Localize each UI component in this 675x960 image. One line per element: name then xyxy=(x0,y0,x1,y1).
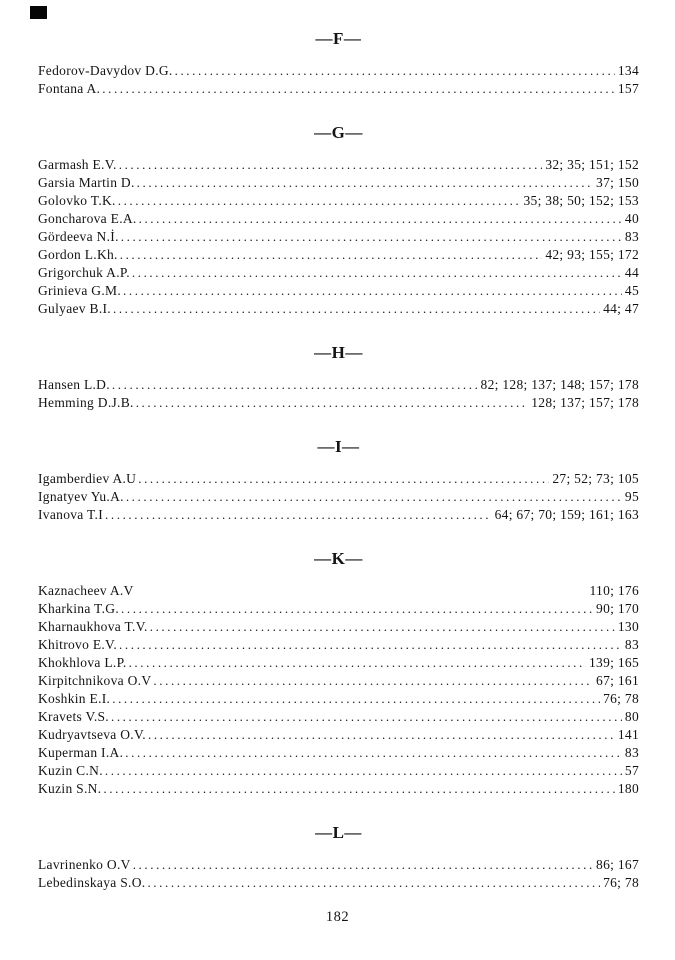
entry-pages: 83 xyxy=(624,745,639,760)
dot-leader xyxy=(105,762,622,780)
entry-pages: 90; 170 xyxy=(596,601,639,616)
entry-pages: 139; 165 xyxy=(588,655,639,670)
index-section xyxy=(38,124,639,318)
index-entry xyxy=(38,618,639,636)
entry-name: Kirpitchnikova O.V xyxy=(38,673,152,688)
section-letter-heading: —K— xyxy=(314,549,363,568)
entry-pages: 67; 161 xyxy=(596,673,639,688)
entry-name: Kharkina T.G. xyxy=(38,601,120,616)
entry-pages: 82; 128; 137; 148; 157; 178 xyxy=(480,377,639,392)
dot-leader xyxy=(105,506,492,524)
entry-name: Grinieva G.M. xyxy=(38,283,122,298)
entry-pages: 83 xyxy=(624,637,639,652)
entry-name: Hemming D.J.B. xyxy=(38,395,134,410)
entry-name: Gordon L.Kh. xyxy=(38,247,118,262)
entry-pages: 44; 47 xyxy=(603,301,639,316)
entry-pages: 134 xyxy=(617,63,639,78)
index-entry xyxy=(38,690,639,708)
entry-pages: 76; 78 xyxy=(603,875,639,890)
dot-leader xyxy=(138,470,549,488)
index-entry xyxy=(38,192,639,210)
entry-pages: 32; 35; 151; 152 xyxy=(545,157,639,172)
entry-pages: 64; 67; 70; 159; 161; 163 xyxy=(494,507,639,522)
dot-leader xyxy=(123,282,622,300)
dot-leader xyxy=(103,780,614,798)
dot-leader xyxy=(112,376,478,394)
section-letter-heading: —L— xyxy=(315,823,362,842)
dot-leader xyxy=(175,62,615,80)
entry-name: Kuzin C.N. xyxy=(38,763,103,778)
dot-leader xyxy=(137,174,593,192)
entry-name: Ivanova T.I xyxy=(38,507,104,522)
entry-list xyxy=(38,470,639,524)
index-section xyxy=(38,30,639,98)
entry-pages: 40 xyxy=(624,211,639,226)
index-section xyxy=(38,344,639,412)
entry-pages: 83 xyxy=(624,229,639,244)
entry-list xyxy=(38,582,639,798)
index-entry xyxy=(38,228,639,246)
entry-name: Garmash E.V. xyxy=(38,157,117,172)
entry-list xyxy=(38,376,639,412)
index-entry xyxy=(38,174,639,192)
index-entry xyxy=(38,582,639,600)
dot-leader xyxy=(121,600,593,618)
index-entry xyxy=(38,210,639,228)
entry-pages: 57 xyxy=(624,763,639,778)
entry-name: Grigorchuk A.P. xyxy=(38,265,130,280)
index-entry xyxy=(38,488,639,506)
entry-name: Koshkin E.I. xyxy=(38,691,111,706)
index-section xyxy=(38,550,639,798)
section-letter-heading: —F— xyxy=(315,29,362,48)
entry-pages: 157 xyxy=(617,81,639,96)
dot-leader xyxy=(111,708,622,726)
entry-name: Hansen L.D. xyxy=(38,377,110,392)
entry-pages: 130 xyxy=(617,619,639,634)
dot-leader xyxy=(118,192,521,210)
entry-name: Khokhlova L.P. xyxy=(38,655,127,670)
index-entry xyxy=(38,744,639,762)
entry-pages: 35; 38; 50; 152; 153 xyxy=(523,193,639,208)
entry-name: Gulyaev B.I. xyxy=(38,301,111,316)
dot-leader xyxy=(139,210,622,228)
page-number: 182 xyxy=(325,909,350,925)
index-entry xyxy=(38,394,639,412)
entry-list xyxy=(38,156,639,318)
entry-pages: 110; 176 xyxy=(589,583,639,598)
index-entry xyxy=(38,264,639,282)
index-entry xyxy=(38,856,639,874)
entry-pages: 95 xyxy=(624,489,639,504)
entry-name: Kaznacheev A.V xyxy=(38,583,134,598)
index-entry xyxy=(38,780,639,798)
index-entry xyxy=(38,282,639,300)
entry-name: Golovko T.K. xyxy=(38,193,116,208)
entry-name: Kuperman I.A. xyxy=(38,745,124,760)
index-entry xyxy=(38,80,639,98)
dot-leader xyxy=(147,874,600,892)
dot-leader xyxy=(119,636,622,654)
entry-name: Khitrovo E.V. xyxy=(38,637,118,652)
dot-leader xyxy=(121,228,622,246)
index-entry xyxy=(38,762,639,780)
dot-leader xyxy=(102,80,615,98)
entry-name: Igamberdiev A.U xyxy=(38,471,137,486)
entry-pages: 128; 137; 157; 178 xyxy=(531,395,639,410)
entry-name: Kravets V.S. xyxy=(38,709,109,724)
index-entry xyxy=(38,506,639,524)
dot-leader xyxy=(119,156,543,174)
entry-pages: 76; 78 xyxy=(603,691,639,706)
entry-name: Fontana A. xyxy=(38,81,101,96)
dot-leader xyxy=(153,672,593,690)
scan-artifact-square xyxy=(30,6,47,19)
dot-leader xyxy=(125,744,622,762)
index-entry xyxy=(38,654,639,672)
dot-leader xyxy=(129,654,586,672)
section-letter-heading: —H— xyxy=(314,343,363,362)
entry-pages: 180 xyxy=(617,781,639,796)
index-entry xyxy=(38,300,639,318)
entry-name: Garsia Martin D. xyxy=(38,175,135,190)
dot-leader xyxy=(136,394,529,412)
index-entry xyxy=(38,246,639,264)
index-entry xyxy=(38,672,639,690)
entry-pages: 45 xyxy=(624,283,639,298)
section-letter-heading: —I— xyxy=(317,437,360,456)
entry-name: Goncharova E.A. xyxy=(38,211,137,226)
index-entry xyxy=(38,376,639,394)
dot-leader xyxy=(150,618,615,636)
section-letter-heading: —G— xyxy=(314,123,363,142)
dot-leader xyxy=(126,488,622,506)
entry-pages: 141 xyxy=(617,727,639,742)
entry-name: Ignatyev Yu.A. xyxy=(38,489,124,504)
entry-name: Kharnaukhova T.V. xyxy=(38,619,148,634)
index-entry xyxy=(38,708,639,726)
index-entry xyxy=(38,726,639,744)
entry-pages: 42; 93; 155; 172 xyxy=(545,247,639,262)
index-section xyxy=(38,438,639,524)
entry-name: Kuzin S.N. xyxy=(38,781,102,796)
entry-name: Gördeeva N.İ. xyxy=(38,229,119,244)
index-entry xyxy=(38,636,639,654)
index-entry xyxy=(38,600,639,618)
index-entry xyxy=(38,156,639,174)
index-entry xyxy=(38,874,639,892)
entry-pages: 27; 52; 73; 105 xyxy=(552,471,639,486)
entry-name: Fedorov-Davydov D.G. xyxy=(38,63,173,78)
entry-name: Kudryavtseva O.V. xyxy=(38,727,146,742)
dot-leader xyxy=(133,856,593,874)
entry-name: Lebedinskaya S.O. xyxy=(38,875,146,890)
entry-list xyxy=(38,62,639,98)
entry-pages: 44 xyxy=(624,265,639,280)
entry-pages: 80 xyxy=(624,709,639,724)
dot-leader xyxy=(112,690,600,708)
entry-pages: 37; 150 xyxy=(596,175,639,190)
dot-leader xyxy=(120,246,543,264)
dot-leader xyxy=(132,264,622,282)
entry-list xyxy=(38,856,639,892)
dot-leader xyxy=(148,726,615,744)
dot-leader xyxy=(113,300,600,318)
index-entry xyxy=(38,62,639,80)
index-section xyxy=(38,824,639,892)
entry-pages: 86; 167 xyxy=(596,857,639,872)
index-entry xyxy=(38,470,639,488)
entry-name: Lavrinenko O.V xyxy=(38,857,131,872)
